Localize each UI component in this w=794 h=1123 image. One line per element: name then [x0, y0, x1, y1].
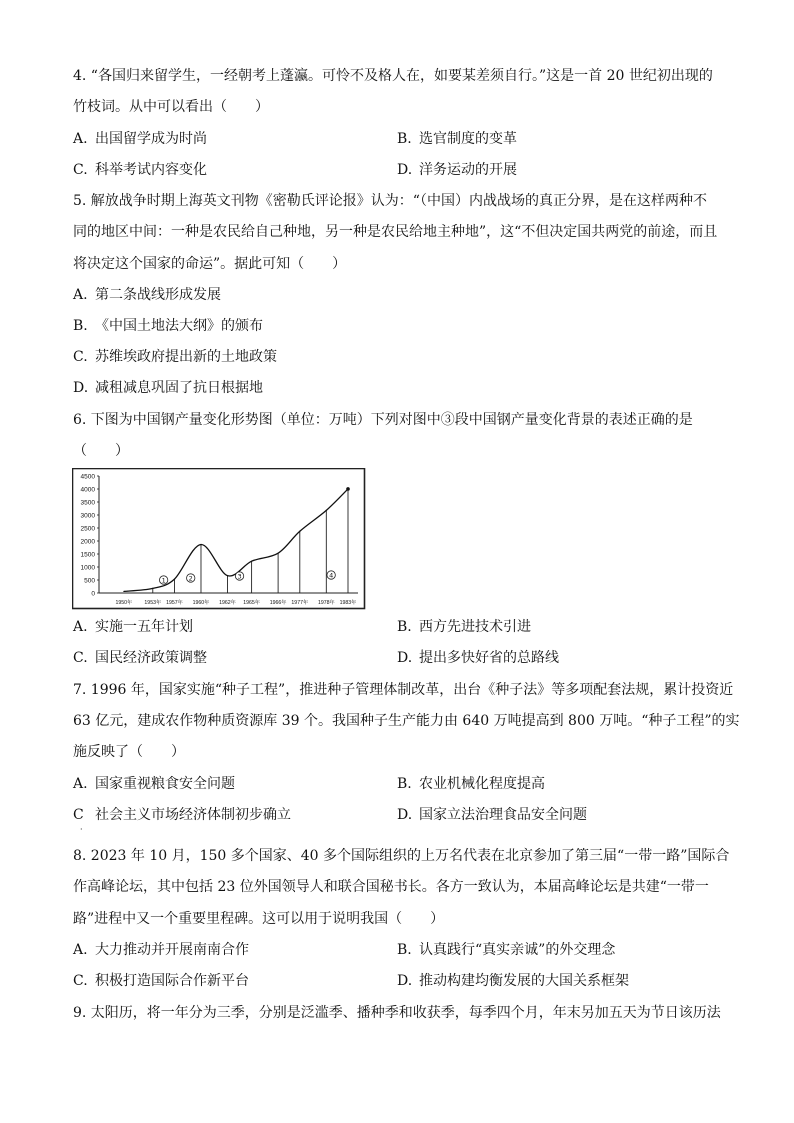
- q5-stem-line-2: 同的地区中间：一种是农民给自己种地，另一种是农民给地主种地”，这“不但决定国共两党的前途，而且: [73, 224, 718, 240]
- data-point: [200, 544, 201, 545]
- x-tick-label: 1977年: [291, 600, 309, 606]
- q5-option-a[interactable]: [73, 285, 221, 305]
- option-key: B.: [397, 942, 412, 958]
- y-tick-label: 2000: [80, 538, 95, 546]
- q9-stem-line-1: 9. 太阳历，将一年分为三季，分别是泛滥季、播种季和收获季，每季四个月，年末另加五天为节日该历法: [73, 1005, 721, 1021]
- option-text: 减租减息巩固了抗日根据地: [95, 380, 263, 396]
- q6-option-d[interactable]: [397, 648, 559, 668]
- y-tick-label: 4500: [80, 473, 95, 481]
- option-key: C.: [73, 973, 88, 989]
- option-key: A.: [73, 942, 88, 958]
- x-tick-label: 1962年: [219, 600, 236, 606]
- option-text: 出国留学成为时尚: [95, 131, 207, 147]
- y-tick-label: 0: [91, 590, 95, 598]
- option-key: D.: [397, 807, 413, 823]
- q4-stem-line-1: 4. “各国归来留学生，一经朝考上蓬瀛。可怜不及格人在，如要某差须自行。”这是一首 20 世纪初出现的: [73, 68, 713, 84]
- data-point: [152, 588, 153, 589]
- option-text: 国家重视粮食安全问题: [95, 776, 235, 792]
- option-key: B.: [397, 776, 412, 792]
- option-text: 《中国土地法大纲》的颁布: [95, 318, 263, 334]
- option-key: C.: [73, 162, 88, 178]
- option-text: 洋务运动的开展: [419, 162, 517, 178]
- data-point: [227, 575, 228, 576]
- option-key: B.: [397, 131, 412, 147]
- option-key: C.: [73, 349, 88, 365]
- stray-mark: ·: [80, 825, 83, 834]
- option-text: 国家立法治理食品安全问题: [419, 807, 587, 823]
- option-key: A.: [73, 131, 88, 147]
- q7-option-b[interactable]: [397, 774, 545, 794]
- q8-stem-line-3: 路”进程中又一个重要里程碑。这可以用于说明我国（ ）: [73, 911, 445, 927]
- q7-stem-line-1: 7. 1996 年，国家实施“种子工程”，推进种子管理体制改革，出台《种子法》等多项配套法规，累计投资近: [73, 682, 734, 698]
- option-text: 农业机械化程度提高: [419, 776, 545, 792]
- option-text: 国民经济政策调整: [95, 650, 207, 666]
- steel-output-chart: [72, 468, 366, 610]
- option-key: D.: [397, 973, 413, 989]
- q8-option-a[interactable]: [73, 940, 249, 960]
- y-tick-label: 500: [84, 577, 95, 585]
- segment-label: 1: [161, 576, 166, 585]
- option-key: A.: [73, 619, 88, 635]
- y-tick-label: 3000: [80, 512, 95, 520]
- data-point: [326, 510, 327, 511]
- segment-label: 2: [188, 574, 193, 583]
- segment-label: 3: [237, 572, 242, 581]
- data-point: [174, 578, 175, 579]
- option-key: B.: [73, 318, 88, 334]
- q5-option-b[interactable]: [73, 316, 263, 336]
- option-text: 实施一五年计划: [95, 619, 193, 635]
- option-text: 推动构建均衡发展的大国关系框架: [419, 973, 629, 989]
- q8-option-c[interactable]: [73, 971, 249, 991]
- option-text: 积极打造国际合作新平台: [95, 973, 249, 989]
- data-point: [278, 553, 279, 554]
- q7-stem-line-2: 63 亿元，建成农作物种质资源库 39 个。我国种子生产能力由 640 万吨提高到 800 万吨。“种子工程”的实: [73, 713, 740, 729]
- option-key: D.: [397, 650, 413, 666]
- x-tick-label: 1950年: [115, 600, 133, 606]
- q7-option-d[interactable]: [397, 805, 587, 825]
- x-tick-label: 1957年: [166, 600, 183, 606]
- q4-option-a[interactable]: [73, 129, 207, 149]
- q7-option-a[interactable]: [73, 774, 235, 794]
- q8-option-b[interactable]: [397, 940, 615, 960]
- q8-option-d[interactable]: [397, 971, 629, 991]
- option-key: D.: [397, 162, 413, 178]
- q7-option-c[interactable]: [73, 805, 291, 825]
- q8-stem-line-2: 作高峰论坛，其中包括 23 位外国领导人和联合国秘书长。各方一致认为，本届高峰论坛是共建“一带一: [73, 879, 709, 895]
- chart-frame: [73, 469, 365, 609]
- q4-option-b[interactable]: [397, 129, 517, 149]
- data-point: [123, 591, 124, 592]
- x-tick-label: 1966年: [269, 600, 287, 606]
- option-key: A.: [73, 776, 88, 792]
- option-text: 社会主义市场经济体制初步确立: [95, 807, 291, 823]
- option-text: 科举考试内容变化: [95, 162, 207, 178]
- option-text: 西方先进技术引进: [419, 619, 531, 635]
- y-tick-label: 3500: [80, 499, 95, 507]
- y-tick-label: 4000: [80, 486, 95, 494]
- option-text: 大力推动并开展南南合作: [95, 942, 249, 958]
- y-tick-label: 1000: [80, 564, 95, 572]
- data-point: [299, 531, 300, 532]
- q5-option-c[interactable]: [73, 347, 277, 367]
- q6-stem-line-2: （ ）: [73, 443, 129, 459]
- x-tick-label: 1965年: [243, 600, 260, 606]
- x-tick-label: 1953年: [144, 600, 162, 606]
- x-tick-label: 1960年: [192, 600, 210, 606]
- q5-stem-line-3: 将决定这个国家的命运”。据此可知（ ）: [73, 256, 347, 272]
- q4-stem-line-2: 竹枝词。从中可以看出（ ）: [73, 99, 269, 115]
- q4-option-c[interactable]: [73, 160, 207, 180]
- y-tick-label: 2500: [80, 525, 95, 533]
- option-text: 认真践行“真实亲诚”的外交理念: [419, 942, 616, 958]
- option-text: 提出多快好省的总路线: [419, 650, 559, 666]
- option-key: C.: [73, 650, 88, 666]
- q5-option-d[interactable]: [73, 378, 263, 398]
- option-key: D.: [73, 380, 89, 396]
- option-text: 选官制度的变革: [419, 131, 517, 147]
- x-tick-label: 1983年: [339, 600, 357, 606]
- option-text: 苏维埃政府提出新的土地政策: [95, 349, 277, 365]
- q4-option-d[interactable]: [397, 160, 517, 180]
- option-text: 第二条战线形成发展: [95, 287, 221, 303]
- q5-stem-line-1: 5. 解放战争时期上海英文刊物《密勒氏评论报》认为：“（中国）内战战场的真正分界，是在这样两种不: [73, 193, 707, 209]
- q6-option-b[interactable]: [397, 617, 531, 637]
- q7-stem-line-3: 施反映了（ ）: [73, 744, 185, 760]
- data-point: [346, 487, 350, 491]
- q6-stem-line-1: 6. 下图为中国钢产量变化形势图（单位：万吨）下列对图中③段中国钢产量变化背景的表述正确的是: [73, 412, 693, 428]
- x-tick-label: 1978年: [317, 600, 335, 606]
- data-point: [251, 561, 252, 562]
- q6-option-c[interactable]: [73, 648, 207, 668]
- q8-stem-line-1: 8. 2023 年 10 月，150 多个国家、40 多个国际组织的上万名代表在北京参加了第三届“一带一路”国际合: [73, 848, 730, 864]
- y-tick-label: 1500: [80, 551, 95, 559]
- segment-label: 4: [329, 571, 334, 580]
- q6-option-a[interactable]: [73, 617, 193, 637]
- option-key: C: [73, 807, 84, 823]
- option-key: B.: [397, 619, 412, 635]
- option-key: A.: [73, 287, 88, 303]
